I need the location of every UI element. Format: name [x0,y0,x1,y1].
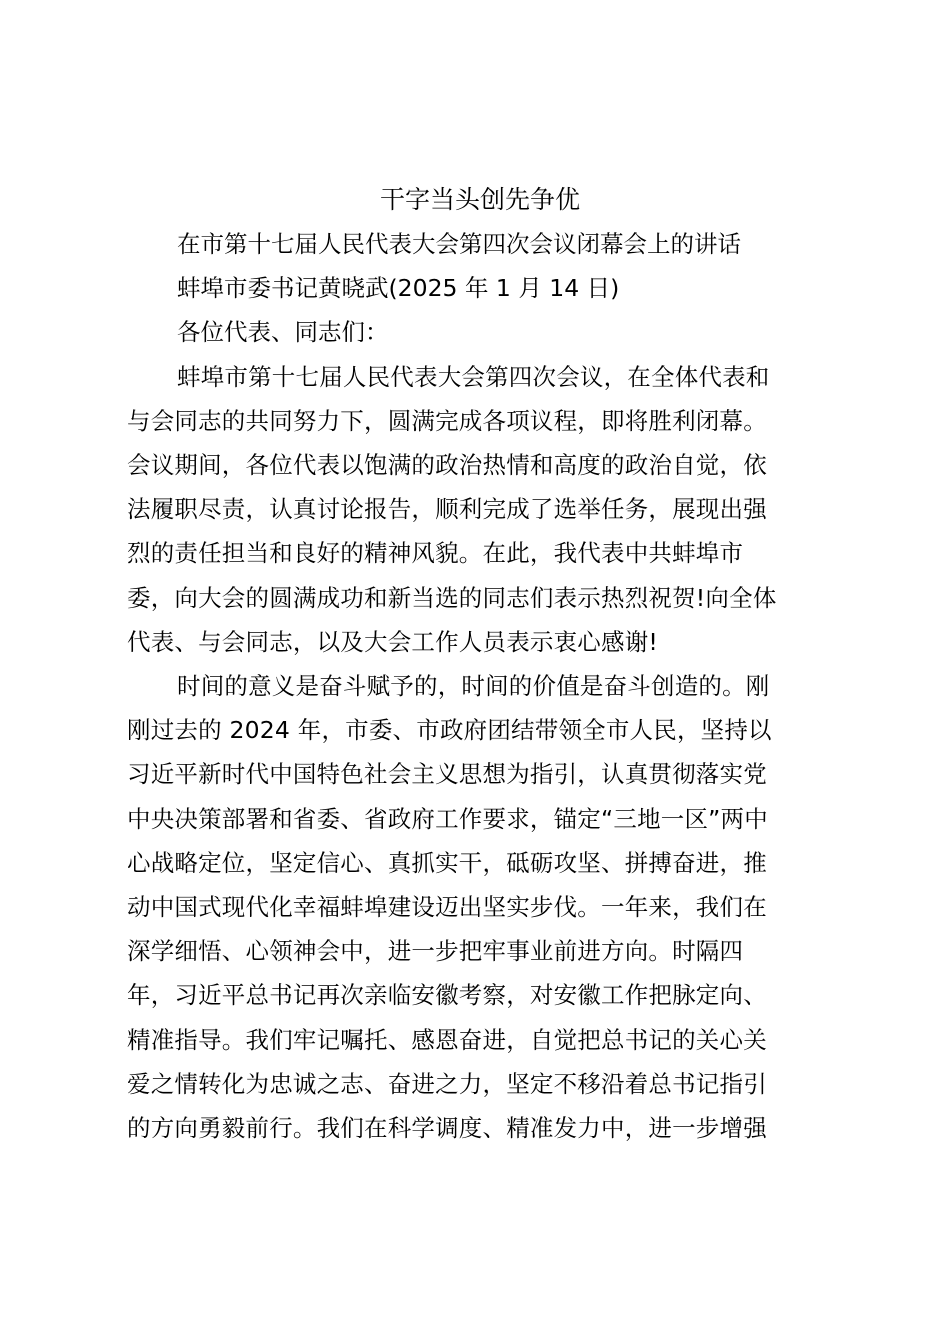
paragraph-line: 爱之情转化为忠诚之志、奋进之力，坚定不移沿着总书记指引 [127,1069,767,1098]
paragraph-line: 烈的责任担当和良好的精神风貌。在此，我代表中共蚌埠市 [127,539,744,568]
paragraph-line: 深学细悟、心领神会中，进一步把牢事业前进方向。时隔四 [127,937,744,966]
author-line: 蚌埠市委书记黄晓武(2025 年 1 月 14 日) [177,274,620,303]
paragraph-line: 时间的意义是奋斗赋予的，时间的价值是奋斗创造的。刚 [177,672,770,701]
paragraph-line: 法履职尽责，认真讨论报告，顺利完成了选举任务，展现出强 [127,495,767,524]
paragraph-line: 蚌埠市第十七届人民代表大会第四次会议，在全体代表和 [177,362,770,391]
paragraph-line: 动中国式现代化幸福蚌埠建设迈出坚实步伐。一年来，我们在 [127,893,767,922]
paragraph-line: 与会同志的共同努力下，圆满完成各项议程，即将胜利闭幕。 [127,406,767,435]
paragraph-line: 习近平新时代中国特色社会主义思想为指引，认真贯彻落实党 [127,760,767,789]
paragraph-2 [127,664,827,1150]
paragraph-line: 刚过去的 2024 年，市委、市政府团结带领全市人民，坚持以 [127,716,772,745]
paragraph-line: 精准指导。我们牢记嘱托、感恩奋进，自觉把总书记的关心关 [127,1025,767,1054]
document-subtitle: 在市第十七届人民代表大会第四次会议闭幕会上的讲话 [177,230,741,258]
paragraph-line: 心战略定位，坚定信心、真抓实干，砥砺攻坚、拼搏奋进，推 [127,848,767,877]
document-title: 干字当头创先争优 [379,185,580,214]
salutation: 各位代表、同志们： [177,318,389,347]
paragraph-line: 中央决策部署和省委、省政府工作要求，锚定“三地一区”两中 [127,804,768,833]
paragraph-line: 代表、与会同志，以及大会工作人员表示衷心感谢! [127,627,659,656]
document-page [127,178,827,1150]
paragraph-line: 会议期间，各位代表以饱满的政治热情和高度的政治自觉，依 [127,451,767,480]
paragraph-line: 年，习近平总书记再次亲临安徽考察，对安徽工作把脉定向、 [127,981,767,1010]
paragraph-1 [127,355,827,664]
paragraph-line: 委，向大会的圆满成功和新当选的同志们表示热烈祝贺!向全体 [127,583,777,612]
paragraph-line: 的方向勇毅前行。我们在科学调度、精准发力中，进一步增强 [127,1114,767,1143]
